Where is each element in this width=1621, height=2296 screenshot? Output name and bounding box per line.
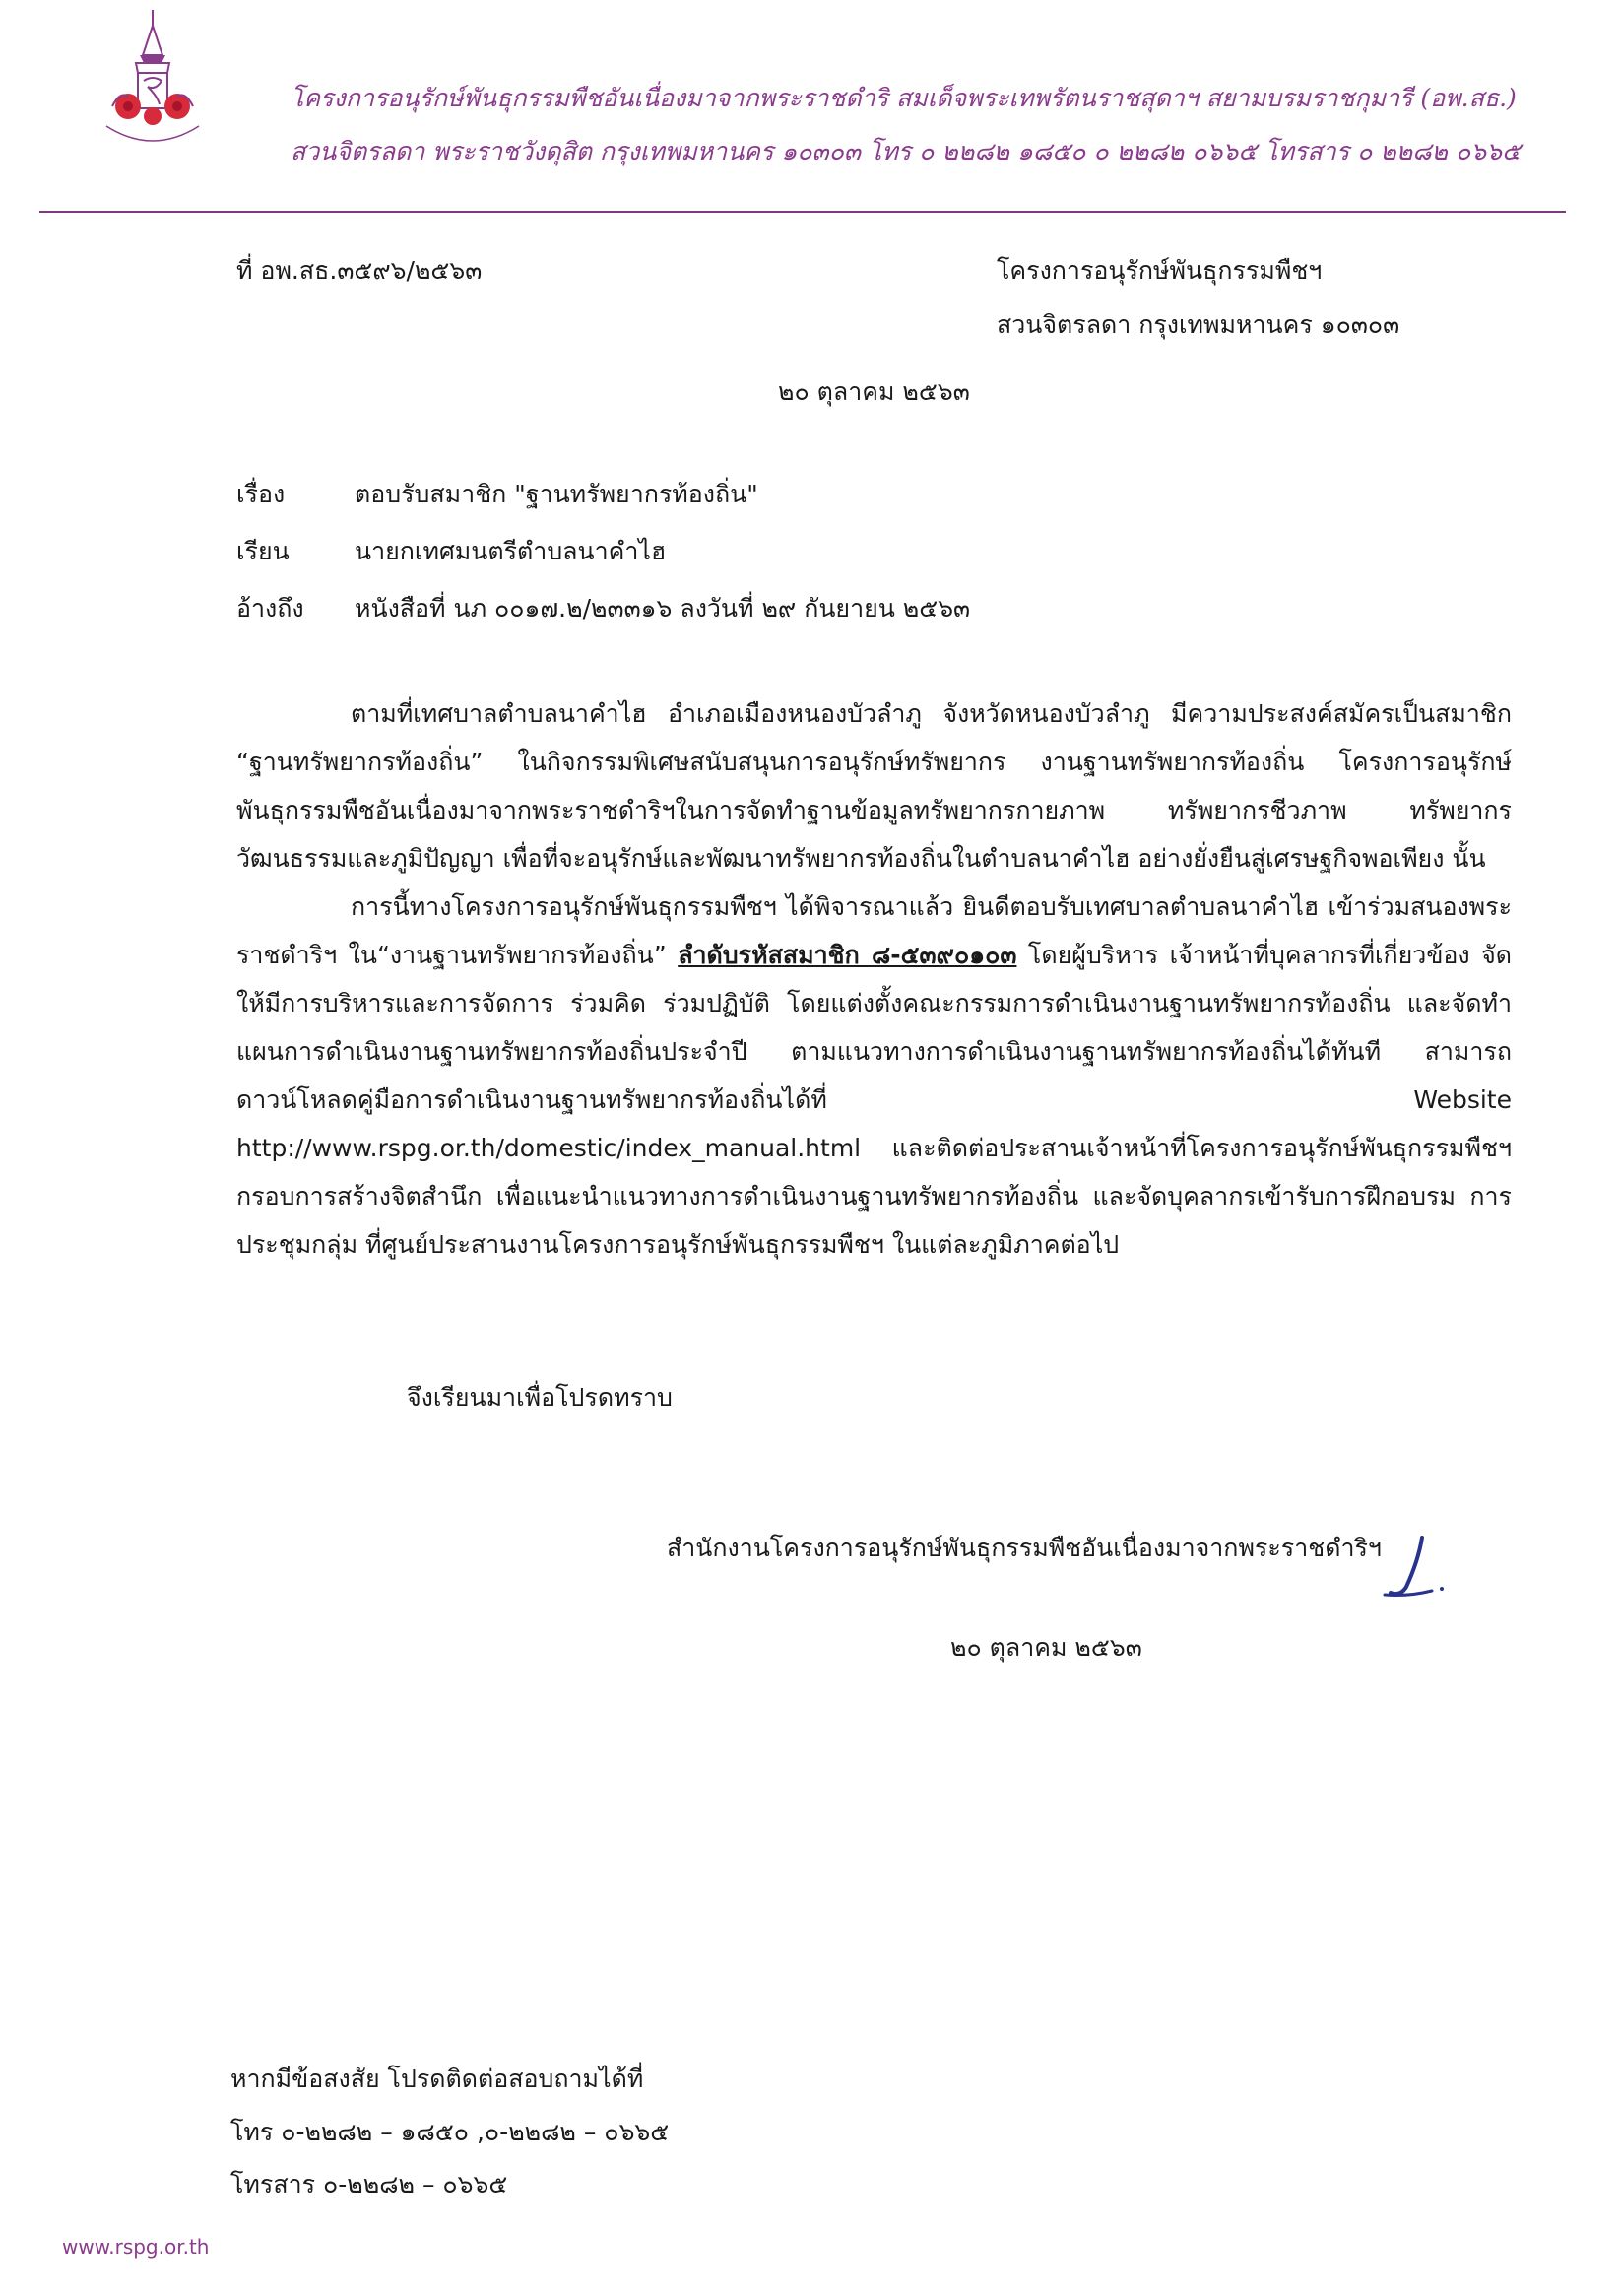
sender-name: โครงการอนุรักษ์พันธุกรรมพืชฯ — [997, 256, 1323, 285]
body-paragraph-1: ตามที่เทศบาลตำบลนาคำไฮ อำเภอเมืองหนองบัวลำภู จังหวัดหนองบัวลำภู มีความประสงค์สมัครเป็นสมาชิก “ฐานทรัพยากรท้องถิ่น” ในกิจกรรมพิเศษสนับสนุนการอนุรักษ์ทรัพยากร งานฐานทรัพยากรท้องถิ่น โครงการอนุรักษ์พันธุกรรมพืชอันเนื่องมาจากพระราชดำริฯในการจัดทำฐานข้อมูลทรัพยากรกายภาพ ทรัพยากรชีวภาพ ทรัพยากรวัฒนธรรมและภูมิปัญญา เพื่อที่จะอนุรักษ์และพัฒนาทรัพยากรท้องถิ่นในตำบลนาคำไฮ อย่างยั่งยืนสู่เศรษฐกิจพอเพียง นั้น — [236, 699, 1512, 873]
letterhead-divider — [39, 211, 1566, 213]
signatory-office: สำนักงานโครงการอนุรักษ์พันธุกรรมพืชอันเนื่องมาจากพระราชดำริฯ — [667, 1534, 1382, 1562]
reference-value: หนังสือที่ นภ ๐๐๑๗.๒/๒๓๓๑๖ ลงวันที่ ๒๙ กันยายน ๒๕๖๓ — [355, 594, 971, 623]
recipient-value: นายกเทศมนตรีตำบลนาคำไฮ — [355, 537, 667, 565]
subject-value: ตอบรับสมาชิก "ฐานทรัพยากรท้องถิ่น" — [355, 480, 758, 508]
signature-icon — [1379, 1532, 1458, 1610]
letter-body — [236, 689, 1512, 1269]
recipient-label: เรียน — [236, 537, 290, 565]
signature-date: ๒๐ ตุลาคม ๒๕๖๓ — [950, 1633, 1142, 1662]
royal-emblem-icon — [98, 8, 207, 156]
member-code: ลำดับรหัสสมาชิก ๘-๕๓๙๐๑๐๓ — [678, 941, 1017, 969]
contact-intro: หากมีข้อสงสัย โปรดติดต่อสอบถามได้ที่ — [230, 2065, 644, 2093]
paragraph-2-text-before: การนี้ทางโครงการอนุรักษ์พันธุกรรมพืชฯ ได้พิจารณาแล้ว ยินดีตอบรับเทศบาลตำบลนาคำไฮ เข้าร่วมสนองพระราชดำริฯ ใน“งานฐานทรัพยากรท้องถิ่น” — [236, 892, 1512, 969]
body-paragraph-2 — [236, 883, 1512, 1269]
closing-phrase: จึงเรียนมาเพื่อโปรดทราบ — [407, 1383, 673, 1411]
footer-website[interactable]: www.rspg.or.th — [62, 2235, 210, 2259]
contact-fax: โทรสาร ๐-๒๒๘๒ – ๐๖๖๕ — [230, 2170, 508, 2198]
letterhead-address: สวนจิตรลดา พระราชวังดุสิต กรุงเทพมหานคร ๑๐๓๐๓ โทร ๐ ๒๒๘๒ ๑๘๕๐ ๐ ๒๒๘๒ ๐๖๖๕ โทรสาร ๐ ๒๒๘๒ ๐๖๖๕ — [291, 137, 1521, 165]
reference-number: ที่ อพ.สธ.๓๕๙๖/๒๕๖๓ — [236, 256, 483, 285]
letterhead-title: โครงการอนุรักษ์พันธุกรรมพืชอันเนื่องมาจากพระราชดำริ สมเด็จพระเทพรัตนราชสุดาฯ สยามบรมราชกุมารี (อพ.สธ.) — [291, 84, 1517, 112]
reference-label: อ้างถึง — [236, 594, 304, 623]
letter-date: ๒๐ ตุลาคม ๒๕๖๓ — [778, 377, 970, 406]
sender-address: สวนจิตรลดา กรุงเทพมหานคร ๑๐๓๐๓ — [997, 310, 1400, 339]
subject-label: เรื่อง — [236, 480, 286, 508]
contact-phone: โทร ๐-๒๒๘๒ – ๑๘๕๐ ,๐-๒๒๘๒ – ๐๖๖๕ — [230, 2118, 670, 2146]
paragraph-2-text-after: โดยผู้บริหาร เจ้าหน้าที่บุคลากรที่เกี่ยวข้อง จัดให้มีการบริหารและการจัดการ ร่วมคิด ร่วมปฏิบัติ โดยแต่งตั้งคณะกรรมการดำเนินงานฐานทรัพยากรท้องถิ่น และจัดทำแผนการดำเนินงานฐานทรัพยากรท้องถิ่นประจำปี ตามแนวทางการดำเนินงานฐานทรัพยากรท้องถิ่นได้ทันที สามารถดาวน์โหลดคู่มือการดำเนินงานฐานทรัพยากรท้องถิ่นได้ที่ Website http://www.rspg.or.th/domestic/index_manual.html และติดต่อประสานเจ้าหน้าที่โครงการอนุรักษ์พันธุกรรมพืชฯ กรอบการสร้างจิตสำนึก เพื่อแนะนำแนวทางการดำเนินงานฐานทรัพยากรท้องถิ่น และจัดบุคลากรเข้ารับการฝึกอบรม การประชุมกลุ่ม ที่ศูนย์ประสานงานโครงการอนุรักษ์พันธุกรรมพืชฯ ในแต่ละภูมิภาคต่อไป — [236, 941, 1513, 1259]
